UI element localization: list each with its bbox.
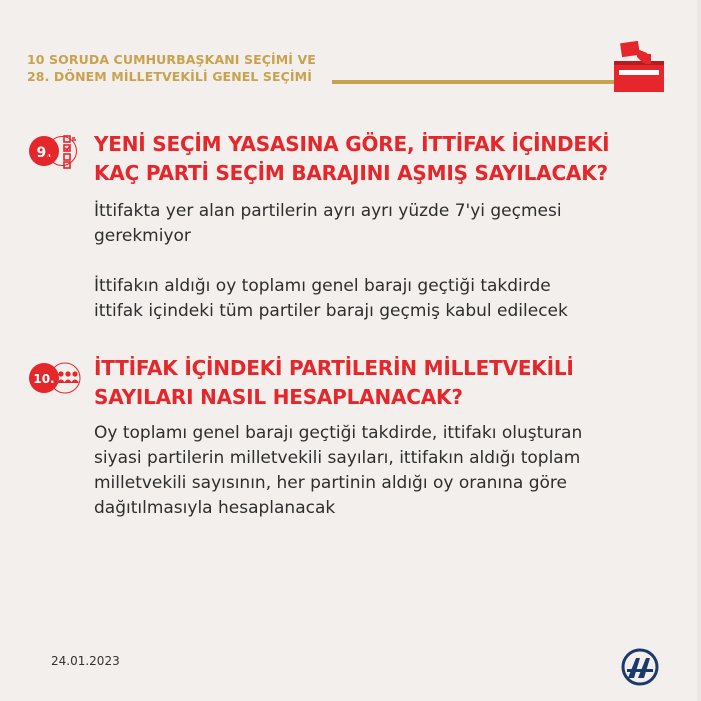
question-10-number: 10. — [33, 372, 55, 386]
checklist-icon — [64, 136, 76, 168]
people-group-icon — [57, 371, 79, 383]
header-divider — [332, 80, 632, 84]
question-9-title — [94, 130, 609, 188]
frame-edge — [697, 0, 701, 701]
answer-line: Oy toplamı genel barajı geçtiği takdirde, ittifakı oluşturan — [94, 423, 583, 443]
question-10-badge — [28, 354, 92, 398]
answer-line: siyasi partilerin milletvekili sayıları, ittifakın aldığı toplam — [94, 448, 581, 468]
publish-date: 24.01.2023 — [51, 654, 120, 668]
answer-line: İttifakın aldığı oy toplamı genel barajı geçtiği takdirde — [94, 276, 551, 296]
question-10-title — [94, 354, 574, 412]
answer-line: milletvekili sayısının, her partinin aldığı oy oranına göre — [94, 473, 568, 493]
question-9-title-line-2: KAÇ PARTİ SEÇİM BARAJINI AŞMIŞ SAYILACAK? — [94, 161, 608, 185]
question-9-title-line-1: YENİ SEÇİM YASASINA GÖRE, İTTİFAK İÇİNDEKİ — [94, 132, 610, 156]
header-title-line-1: 10 SORUDA CUMHURBAŞKANI SEÇİMİ VE — [27, 52, 316, 67]
question-9-number: 9. — [36, 145, 52, 161]
header — [27, 51, 667, 91]
answer-line: gerekmiyor — [94, 226, 191, 246]
aa-logo-icon — [621, 648, 659, 686]
ballot-box-icon — [611, 41, 667, 93]
answer-line: ittifak içindeki tüm partiler barajı geçmiş kabul edilecek — [94, 301, 568, 321]
question-9-answer — [94, 199, 568, 324]
answer-line: dağıtılmasıyla hesaplanacak — [94, 498, 336, 518]
question-10-title-line-2: SAYILARI NASIL HESAPLANACAK? — [94, 385, 463, 409]
question-10-title-line-1: İTTİFAK İÇİNDEKİ PARTİLERİN MİLLETVEKİLİ — [94, 356, 574, 380]
answer-line: İttifakta yer alan partilerin ayrı ayrı yüzde 7'yi geçmesi — [94, 201, 562, 221]
answer-paragraph — [94, 421, 582, 521]
question-10-answer — [94, 421, 582, 521]
question-9-badge — [28, 130, 92, 170]
header-title-line-2: 28. DÖNEM MİLLETVEKİLİ GENEL SEÇİMİ — [27, 69, 312, 84]
answer-paragraph — [94, 274, 568, 324]
answer-paragraph — [94, 199, 568, 249]
